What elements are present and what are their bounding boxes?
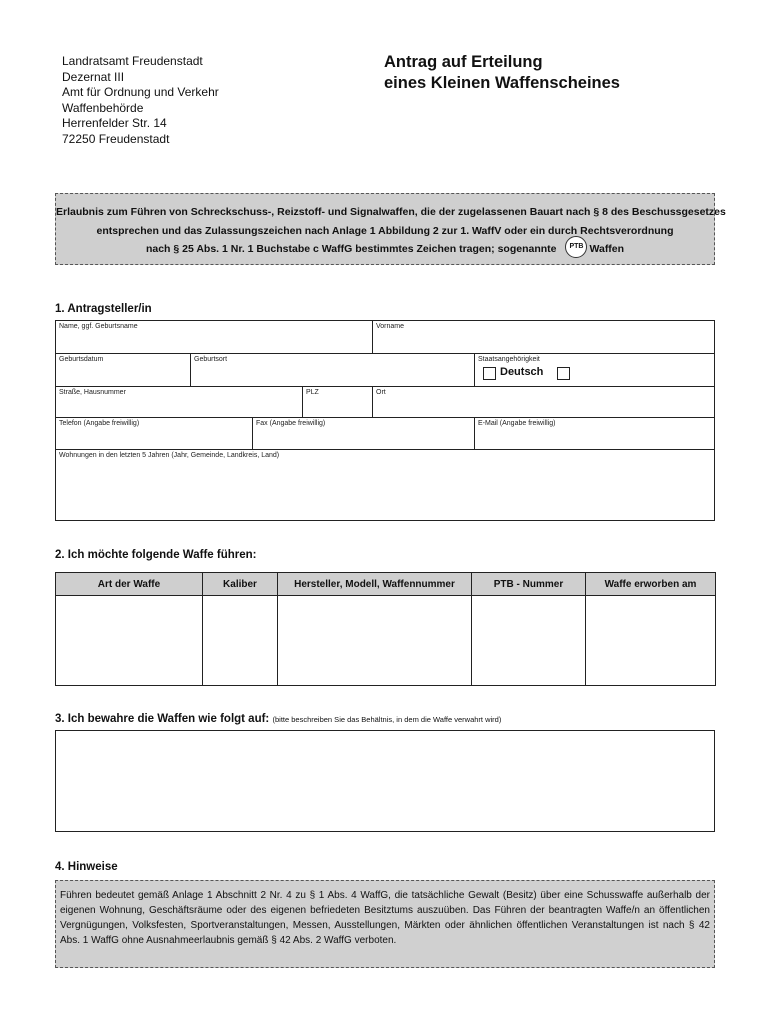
name-field[interactable] xyxy=(56,321,372,353)
geburtsdatum-field[interactable] xyxy=(56,354,190,386)
deutsch-label: Deutsch xyxy=(500,366,544,378)
strasse-field[interactable] xyxy=(56,387,302,417)
vorname-field[interactable] xyxy=(372,321,714,353)
ptb-nummer-cell[interactable] xyxy=(472,596,586,686)
column-header-kaliber: Kaliber xyxy=(203,573,278,596)
title-line: Antrag auf Erteilung xyxy=(384,53,543,71)
authority-address xyxy=(62,54,219,147)
authority-line: Landratsamt Freudenstadt xyxy=(62,54,203,68)
column-header-hersteller: Hersteller, Modell, Waffennummer xyxy=(278,573,472,596)
ort-label: Ort xyxy=(376,389,386,396)
authority-line: 72250 Freudenstadt xyxy=(62,131,170,146)
storage-description-field[interactable] xyxy=(55,730,715,832)
geburtsort-field[interactable] xyxy=(190,354,474,386)
section-2-title: 2. Ich möchte folgende Waffe führen: xyxy=(55,549,257,561)
strasse-label: Straße, Hausnummer xyxy=(59,389,126,396)
column-header-ptb-nummer: PTB - Nummer xyxy=(472,573,586,596)
art-der-waffe-cell[interactable] xyxy=(56,596,203,686)
authority-line: Waffenbehörde xyxy=(62,100,144,115)
ort-field[interactable] xyxy=(372,387,714,417)
geburtsdatum-label: Geburtsdatum xyxy=(59,356,104,363)
form-row-contact xyxy=(56,418,714,450)
ptb-logo-icon: PTB xyxy=(565,236,587,258)
section-1-title: 1. Antragsteller/in xyxy=(55,303,152,315)
wohnungen-label: Wohnungen in den letzten 5 Jahren (Jahr, Gemeinde, Landkreis, Land) xyxy=(59,452,280,459)
email-label: E-Mail (Angabe freiwillig) xyxy=(478,420,556,427)
staatsangehoerigkeit-field xyxy=(474,354,714,386)
section-3-heading: 3. Ich bewahre die Waffen wie folgt auf: xyxy=(55,713,270,725)
fax-label: Fax (Angabe freiwillig) xyxy=(256,420,326,427)
authority-line: Amt für Ordnung und Verkehr xyxy=(62,85,219,99)
table-header-row xyxy=(56,573,716,596)
section-3-hint: (bitte beschreiben Sie das Behältnis, in dem die Waffe verwahrt wird) xyxy=(272,715,502,724)
kaliber-cell[interactable] xyxy=(203,596,278,686)
name-label: Name, ggf. Geburtsname xyxy=(59,323,138,330)
table-row xyxy=(56,596,716,686)
form-row-address xyxy=(56,387,714,418)
plz-field[interactable] xyxy=(302,387,372,417)
section-4-title: 4. Hinweise xyxy=(55,861,118,873)
other-nationality-checkbox[interactable] xyxy=(557,367,570,380)
plz-label: PLZ xyxy=(306,389,319,396)
hersteller-cell[interactable] xyxy=(278,596,472,686)
form-row-name xyxy=(56,321,714,354)
column-header-art: Art der Waffe xyxy=(56,573,203,596)
title-line: eines Kleinen Waffenscheines xyxy=(384,74,620,92)
intro-line-text: nach § 25 Abs. 1 Nr. 1 Buchstabe c WaffG bestimmtes Zeichen tragen; sogenannte xyxy=(145,243,557,255)
intro-line: entsprechen und das Zulassungszeichen nach Anlage 1 Abbildung 2 zur 1. WaffV oder ein durch Rechtsverordnung xyxy=(96,224,674,237)
geburtsort-label: Geburtsort xyxy=(194,356,228,363)
document-title xyxy=(384,52,620,94)
staatsangehoerigkeit-label: Staatsangehörigkeit xyxy=(478,356,540,363)
intro-line-end: Waffen xyxy=(589,243,625,255)
email-field[interactable] xyxy=(474,418,714,449)
vorname-label: Vorname xyxy=(376,323,405,330)
section-3-title xyxy=(55,713,501,725)
intro-line: Erlaubnis zum Führen von Schreckschuss-, Reizstoff- und Signalwaffen, die der zugelassenen Bauart nach § 8 des Beschussgesetzes xyxy=(56,206,726,218)
form-row-birth xyxy=(56,354,714,387)
permission-description xyxy=(55,193,726,265)
applicant-form xyxy=(55,320,715,521)
deutsch-checkbox[interactable] xyxy=(483,367,496,380)
intro-line xyxy=(56,240,714,259)
authority-line: Dezernat III xyxy=(62,69,125,84)
fax-field[interactable] xyxy=(252,418,474,449)
erworben-am-cell[interactable] xyxy=(586,596,716,686)
telefon-field[interactable] xyxy=(56,418,252,449)
notes-box: Führen bedeutet gemäß Anlage 1 Abschnitt 2 Nr. 4 zu § 1 Abs. 4 WaffG, die tatsächliche Gewalt (Besitz) über eine Schusswaffe außerhalb der eigenen Wohnung, Geschäftsräume oder des eigenen befriedeten Besitztums auszuüben. Das Führen der beantragten Waffe/n an öffentlichen Vergnügungen, Volksfesten, Sportveranstaltungen, Messen, Ausstellungen, Märkten oder ähnlichen öffentlichen Veranstaltungen ist nach § 42 Abs. 1 WaffG ohne Ausnahmeerlaubnis gemäß § 42 Abs. 2 WaffG verboten. xyxy=(55,880,715,968)
telefon-label: Telefon (Angabe freiwillig) xyxy=(59,420,140,427)
wohnungen-field[interactable] xyxy=(56,450,714,520)
weapon-table xyxy=(55,572,716,686)
column-header-erworben: Waffe erworben am xyxy=(586,573,716,596)
authority-line: Herrenfelder Str. 14 xyxy=(62,116,167,130)
